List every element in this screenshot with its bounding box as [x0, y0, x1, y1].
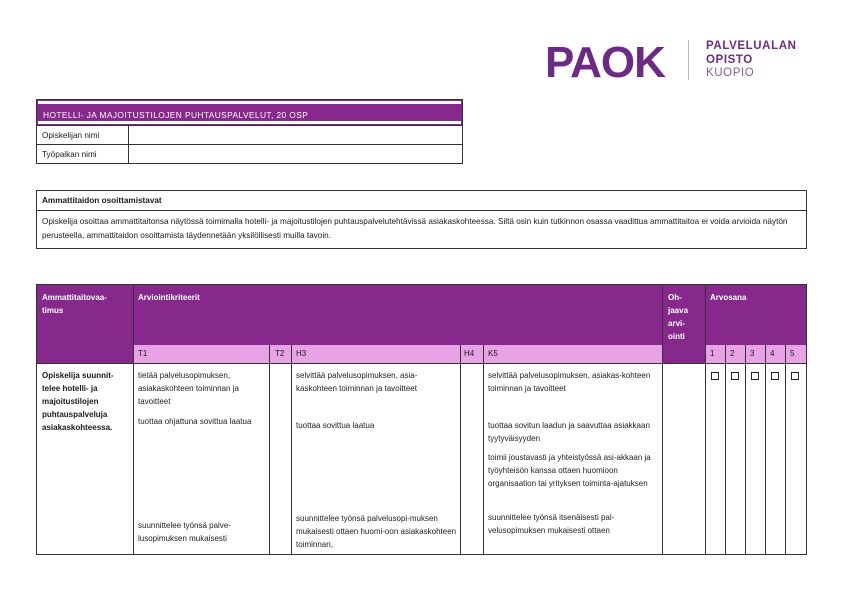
logo-line-1: PALVELUALAN — [706, 40, 797, 52]
h3-criterion: tuottaa sovittua laatua — [296, 421, 375, 430]
k5-criterion: toimii joustavasti ja yhteistyössä asi-akkaan ja työyhteisön kanssa ottaen huomioon organisaation tai yrityksen toiminta-ajatuksen — [488, 453, 651, 489]
demonstration-body: Opiskelija osoittaa ammattitaitonsa näytössä toimimalla hotelli- ja majoitustilojen puhtauspalvelutehtävissä asiakaskohteessa. Siltä osin kuin tutkinnon osassa vaadittua ammattitaitoa ei voida arvioida näytön perusteella, ammattitaidon osoittamista täydennetään yksilöllisesti muilla tavoin. — [42, 217, 788, 240]
grade-2-checkbox[interactable] — [731, 372, 739, 380]
grid-line — [745, 345, 746, 554]
level-h4-label: H4 — [464, 349, 475, 358]
criteria-column-header: Arviointikriteerit — [138, 293, 200, 302]
t1-criterion: tietää palvelusopimuksen, asiakaskohteen toiminnan ja tavoitteet — [138, 371, 239, 407]
logo-line-2: OPISTO — [706, 53, 753, 66]
grid-line — [291, 345, 292, 554]
student-name-field[interactable] — [129, 126, 462, 144]
grade-5-label: 5 — [790, 349, 795, 358]
qualification-title: HOTELLI- JA MAJOITUSTILOJEN PUHTAUSPALVELUT, 20 OSP — [38, 101, 461, 124]
grid-line — [662, 285, 663, 554]
logo-line-3: KUOPIO — [706, 67, 755, 79]
grid-line — [460, 345, 461, 554]
student-name-label: Opiskelijan nimi — [37, 126, 129, 144]
grade-5-checkbox[interactable] — [791, 372, 799, 380]
grade-4-label: 4 — [770, 349, 775, 358]
level-k5-label: K5 — [488, 349, 498, 358]
t1-criterion: suunnittelee työnsä palve-lusopimuksen mukaisesti — [138, 521, 231, 544]
grade-4-checkbox[interactable] — [771, 372, 779, 380]
level-t2-label: T2 — [275, 349, 285, 358]
paok-logo-wordmark: PAOK — [545, 40, 665, 82]
grid-line — [705, 285, 706, 554]
guided-assessment-column-header: Oh-jaava arvi-ointi — [668, 293, 689, 341]
level-t1-label: T1 — [138, 349, 148, 358]
grid-line — [37, 363, 806, 364]
logo-text — [706, 40, 797, 81]
paok-logo — [545, 38, 810, 84]
grade-3-label: 3 — [750, 349, 755, 358]
k5-criterion: selvittää palvelusopimuksen, asiakas-kohteen toiminnan ja tavoitteet — [488, 371, 651, 394]
grade-2-label: 2 — [730, 349, 735, 358]
grid-line — [483, 345, 484, 554]
assessment-table — [36, 284, 807, 555]
demonstration-heading: Ammattitaidon osoittamistavat — [37, 191, 806, 211]
level-h3-label: H3 — [296, 349, 307, 358]
k5-criterion: tuottaa sovitun laadun ja saavuttaa asiakkaan tyytyväisyyden — [488, 421, 650, 444]
grade-3-checkbox[interactable] — [751, 372, 759, 380]
grid-line — [133, 285, 134, 554]
workplace-name-row — [37, 144, 462, 163]
requirement-text: Opiskelija suunnit-telee hotelli- ja majoitustilojen puhtauspalveluja asiakaskohteessa. — [42, 371, 114, 432]
k5-criterion: suunnittelee työnsä itsenäisesti pal-velusopimuksen mukaisesti ottaen — [488, 513, 615, 536]
workplace-name-field[interactable] — [129, 145, 462, 163]
student-info-table — [36, 99, 463, 164]
workplace-name-label: Työpaikan nimi — [37, 145, 129, 163]
grid-line — [269, 345, 270, 554]
demonstration-table — [36, 190, 807, 249]
logo-divider — [688, 40, 689, 80]
paok-logo-mark — [545, 40, 675, 82]
grade-column-header: Arvosana — [710, 293, 747, 302]
grid-line — [765, 345, 766, 554]
grade-1-label: 1 — [710, 349, 715, 358]
h3-criterion: selvittää palvelusopimuksen, asia-kaskohteen toiminnan ja tavoitteet — [296, 371, 418, 394]
grid-line — [725, 345, 726, 554]
grid-line — [785, 345, 786, 554]
t1-criterion: tuottaa ohjattuna sovittua laatua — [138, 417, 252, 426]
requirement-column-header: Ammattitaitovaa-timus — [42, 293, 107, 315]
student-name-row — [37, 125, 462, 144]
h3-criterion: suunnittelee työnsä palvelusopi-muksen mukaisesti ottaen huomi-oon asiakaskohteen toiminnan, — [296, 514, 457, 550]
grade-1-checkbox[interactable] — [711, 372, 719, 380]
